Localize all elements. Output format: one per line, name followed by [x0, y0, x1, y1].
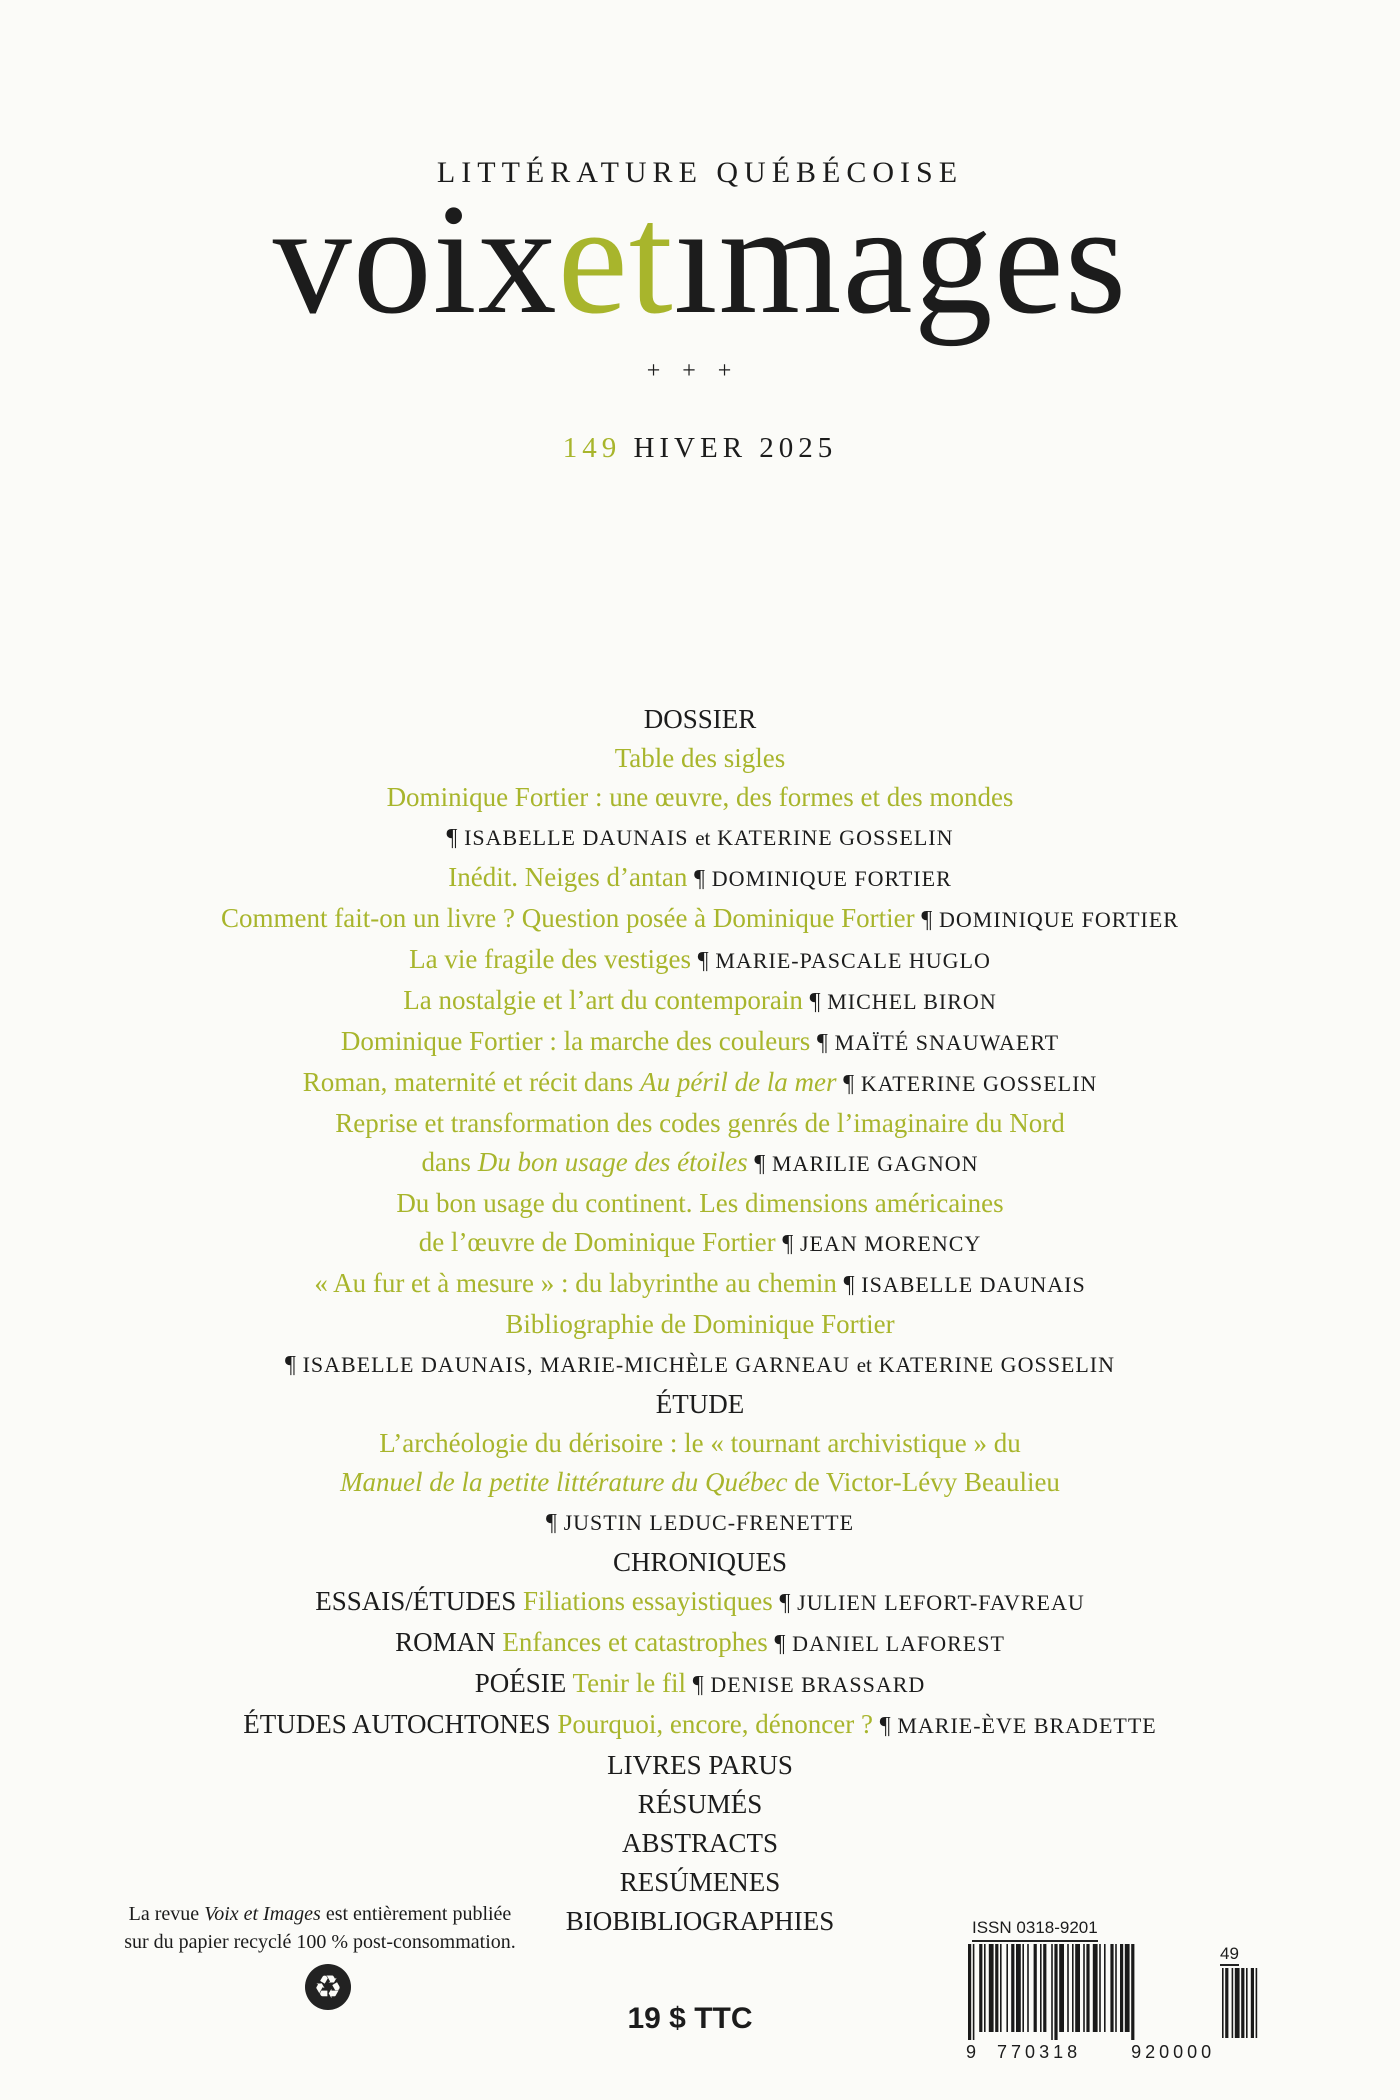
chronique-row [0, 1705, 1400, 1746]
barcode-bar [1131, 1944, 1134, 2040]
toc-item-comment [0, 899, 1400, 940]
addon-bar [1232, 1968, 1234, 2038]
toc-item-roman [0, 1063, 1400, 1104]
barcode-bar [1115, 1944, 1117, 2032]
author-name: MICHEL BIRON [827, 989, 997, 1014]
author-name: JUSTIN LEDUC-FRENETTE [563, 1510, 855, 1535]
barcode-bar [1099, 1944, 1101, 2032]
author-name: KATERINE GOSSELIN [717, 825, 954, 850]
chronique-title: Tenir le fil [572, 1668, 687, 1698]
article-title: La vie fragile des vestiges [409, 944, 692, 974]
article-title: de Victor-Lévy Beaulieu [794, 1467, 1060, 1497]
barcode-bar [1110, 1944, 1113, 2032]
section-heading-livres-parus: LIVRES PARUS [607, 1750, 793, 1780]
barcode [966, 1918, 1266, 2088]
pilcrow: ¶ [446, 825, 458, 851]
section-heading-dossier: DOSSIER [643, 704, 757, 734]
pilcrow: ¶ [782, 1231, 794, 1257]
toc-item-fur [0, 1264, 1400, 1305]
pilcrow: ¶ [879, 1713, 891, 1739]
section-heading-biobibliographies: BIOBIBLIOGRAPHIES [565, 1906, 835, 1936]
addon-bar [1251, 1968, 1254, 2038]
toc-item-biblio-authors [0, 1344, 1400, 1385]
toc-item-sigles: Table des sigles [614, 743, 786, 773]
recycle-icon: ♻ [305, 1964, 351, 2010]
barcode-bar [979, 1944, 982, 2032]
barcode-bar [1059, 1944, 1064, 2032]
ean-digits-left: 770318 [997, 2042, 1082, 2062]
barcode-bar [1006, 1944, 1008, 2032]
note-journal-name: Voix et Images [204, 1903, 321, 1925]
issue-season: HIVER 2025 [633, 432, 838, 464]
chronique-row [0, 1623, 1400, 1664]
barcode-bar [1040, 1944, 1042, 2032]
barcode-bar [1125, 1944, 1130, 2032]
article-title: Comment fait-on un livre ? Question posée à Dominique Fortier [221, 903, 915, 933]
article-title: « Au fur et à mesure » : du labyrinthe au chemin [314, 1268, 837, 1298]
pilcrow: ¶ [817, 1030, 828, 1056]
and-word: et [695, 826, 711, 850]
author-name: KATERINE GOSSELIN [878, 1352, 1116, 1377]
logo-voix: voix [272, 172, 558, 347]
chronique-title: Enfances et catastrophes [502, 1627, 768, 1657]
article-title-italic: Au péril de la mer [640, 1067, 837, 1097]
chronique-title: Pourquoi, encore, dénoncer ? [557, 1709, 873, 1739]
pilcrow: ¶ [697, 948, 709, 974]
article-title: de l’œuvre de Dominique Fortier [418, 1227, 776, 1257]
chronique-row [0, 1664, 1400, 1705]
pilcrow: ¶ [843, 1071, 855, 1097]
article-title-italic: Manuel de la petite littérature du Québec [340, 1467, 788, 1497]
pilcrow: ¶ [843, 1272, 855, 1298]
toc-item-main-authors [0, 817, 1400, 858]
barcode-bar [968, 1944, 971, 2040]
author-name: MAÏTÉ SNAUWAERT [834, 1030, 1060, 1055]
barcode-bar [1083, 1944, 1085, 2032]
ornament: +++ [646, 358, 754, 384]
barcode-bar [984, 1944, 986, 2032]
journal-subtitle: LITTÉRATURE QUÉBÉCOISE [436, 156, 964, 189]
barcode-addon: 49 [1220, 1944, 1239, 1966]
barcode-bar [1067, 1944, 1069, 2032]
pilcrow: ¶ [921, 907, 933, 933]
author-name: JULIEN LEFORT-FAVREAU [797, 1590, 1085, 1615]
barcode-bars [966, 1944, 1216, 2040]
toc-item-continent-line2 [0, 1223, 1400, 1264]
barcode-bar [989, 1944, 994, 2032]
chronique-rubric: ESSAIS/ÉTUDES [315, 1586, 517, 1616]
barcode-bar [1104, 1944, 1106, 2032]
chronique-title: Filiations essayistiques [523, 1586, 773, 1616]
toc-item-marche [0, 1022, 1400, 1063]
addon-bars [1220, 1968, 1264, 2038]
and-word: et [856, 1353, 872, 1377]
toc-item-reprise-line1: Reprise et transformation des codes genrés de l’imaginaire du Nord [335, 1108, 1065, 1138]
barcode-bar [1022, 1944, 1024, 2032]
toc-item-etude-line1: L’archéologie du dérisoire : le « tournant archivistique » du [379, 1428, 1021, 1458]
pilcrow: ¶ [692, 1672, 704, 1698]
barcode-bar [1016, 1944, 1021, 2032]
author-name: MARIE-PASCALE HUGLO [715, 948, 991, 973]
barcode-bar [1011, 1944, 1014, 2032]
author-name: DOMINIQUE FORTIER [939, 907, 1179, 932]
issn: ISSN 0318-9201 [972, 1918, 1098, 1942]
issue-line [0, 432, 1400, 465]
author-name: DOMINIQUE FORTIER [711, 866, 952, 891]
pilcrow: ¶ [694, 866, 706, 892]
toc-item-inedit [0, 858, 1400, 899]
pilcrow: ¶ [774, 1631, 786, 1657]
ean-digit-first: 9 [966, 2042, 978, 2062]
article-title-italic: Du bon usage des étoiles [477, 1147, 748, 1177]
barcode-bar [1043, 1944, 1046, 2032]
barcode-bar [1054, 1944, 1057, 2040]
article-title: La nostalgie et l’art du contemporain [403, 985, 803, 1015]
barcode-bar [995, 1944, 998, 2032]
author-name: ISABELLE DAUNAIS [861, 1272, 1086, 1297]
section-heading-etude: ÉTUDE [655, 1389, 745, 1419]
logo-et: et [557, 172, 674, 347]
addon-bar [1256, 1968, 1258, 2038]
barcode-bar [1093, 1944, 1098, 2032]
barcode-bar [1075, 1944, 1080, 2032]
chronique-rubric: ROMAN [395, 1627, 496, 1657]
article-title: Dominique Fortier : la marche des couleurs [340, 1026, 811, 1056]
barcode-bar [1120, 1944, 1123, 2032]
article-title: Roman, maternité et récit dans [302, 1067, 634, 1097]
pilcrow: ¶ [779, 1590, 791, 1616]
issue-number: 149 [562, 432, 622, 464]
barcode-bar [973, 1944, 975, 2040]
toc-item-etude-line2 [0, 1463, 1400, 1502]
barcode-digits [966, 2042, 1215, 2063]
toc-item-biblio: Bibliographie de Dominique Fortier [505, 1309, 895, 1339]
section-heading-chroniques: CHRONIQUES [612, 1547, 787, 1577]
barcode-bar [1072, 1944, 1074, 2032]
author-name: MARILIE GAGNON [772, 1151, 979, 1176]
barcode-bar [1051, 1944, 1053, 2040]
pilcrow: ¶ [809, 989, 821, 1015]
article-title: dans [421, 1147, 471, 1177]
ean-digits-right: 920000 [1131, 2042, 1216, 2062]
section-heading-resumes: RÉSUMÉS [637, 1789, 763, 1819]
author-name: DENISE BRASSARD [710, 1672, 926, 1697]
pilcrow: ¶ [754, 1151, 766, 1177]
barcode-bar [1027, 1944, 1029, 2032]
recycled-paper-note [120, 1900, 520, 1956]
barcode-bar [1086, 1944, 1089, 2032]
author-name: KATERINE GOSSELIN [860, 1071, 1098, 1096]
addon-bar [1246, 1968, 1248, 2038]
chronique-rubric: ÉTUDES AUTOCHTONES [243, 1709, 551, 1739]
chronique-row [0, 1582, 1400, 1623]
toc-item-reprise-line2 [0, 1143, 1400, 1184]
author-name: DANIEL LAFOREST [792, 1631, 1005, 1656]
toc-item-continent-line1: Du bon usage du continent. Les dimensions américaines [396, 1188, 1004, 1218]
addon-bar [1222, 1968, 1224, 2038]
barcode-bar [1000, 1944, 1002, 2032]
toc-item-nostalgie [0, 981, 1400, 1022]
author-name: ISABELLE DAUNAIS [464, 825, 689, 850]
addon-bar [1235, 1968, 1240, 2038]
pilcrow: ¶ [284, 1352, 296, 1378]
toc-item-etude-author [0, 1502, 1400, 1543]
toc-item-vie [0, 940, 1400, 981]
section-heading-resumenes: RESÚMENES [619, 1867, 781, 1897]
chronique-rubric: POÉSIE [474, 1668, 567, 1698]
section-heading-abstracts: ABSTRACTS [621, 1828, 779, 1858]
note-text: est entièrement publiée sur du papier recyclé 100 % post-consommation. [124, 1903, 516, 1953]
logo-images: ımages [673, 172, 1128, 347]
addon-bar [1225, 1968, 1228, 2038]
addon-bar [1241, 1968, 1244, 2038]
price: 19 $ TTC [627, 2002, 753, 2035]
article-title: Inédit. Neiges d’antan [448, 862, 688, 892]
author-name: ISABELLE DAUNAIS, MARIE-MICHÈLE GARNEAU [302, 1352, 850, 1377]
author-name: MARIE-ÈVE BRADETTE [897, 1713, 1157, 1738]
pilcrow: ¶ [545, 1510, 557, 1536]
barcode-bar [1034, 1944, 1037, 2032]
toc-item-main-title: Dominique Fortier : une œuvre, des formes et des mondes [386, 782, 1014, 812]
note-text: La revue [128, 1903, 200, 1925]
table-of-contents [0, 700, 1400, 1941]
author-name: JEAN MORENCY [799, 1231, 982, 1256]
